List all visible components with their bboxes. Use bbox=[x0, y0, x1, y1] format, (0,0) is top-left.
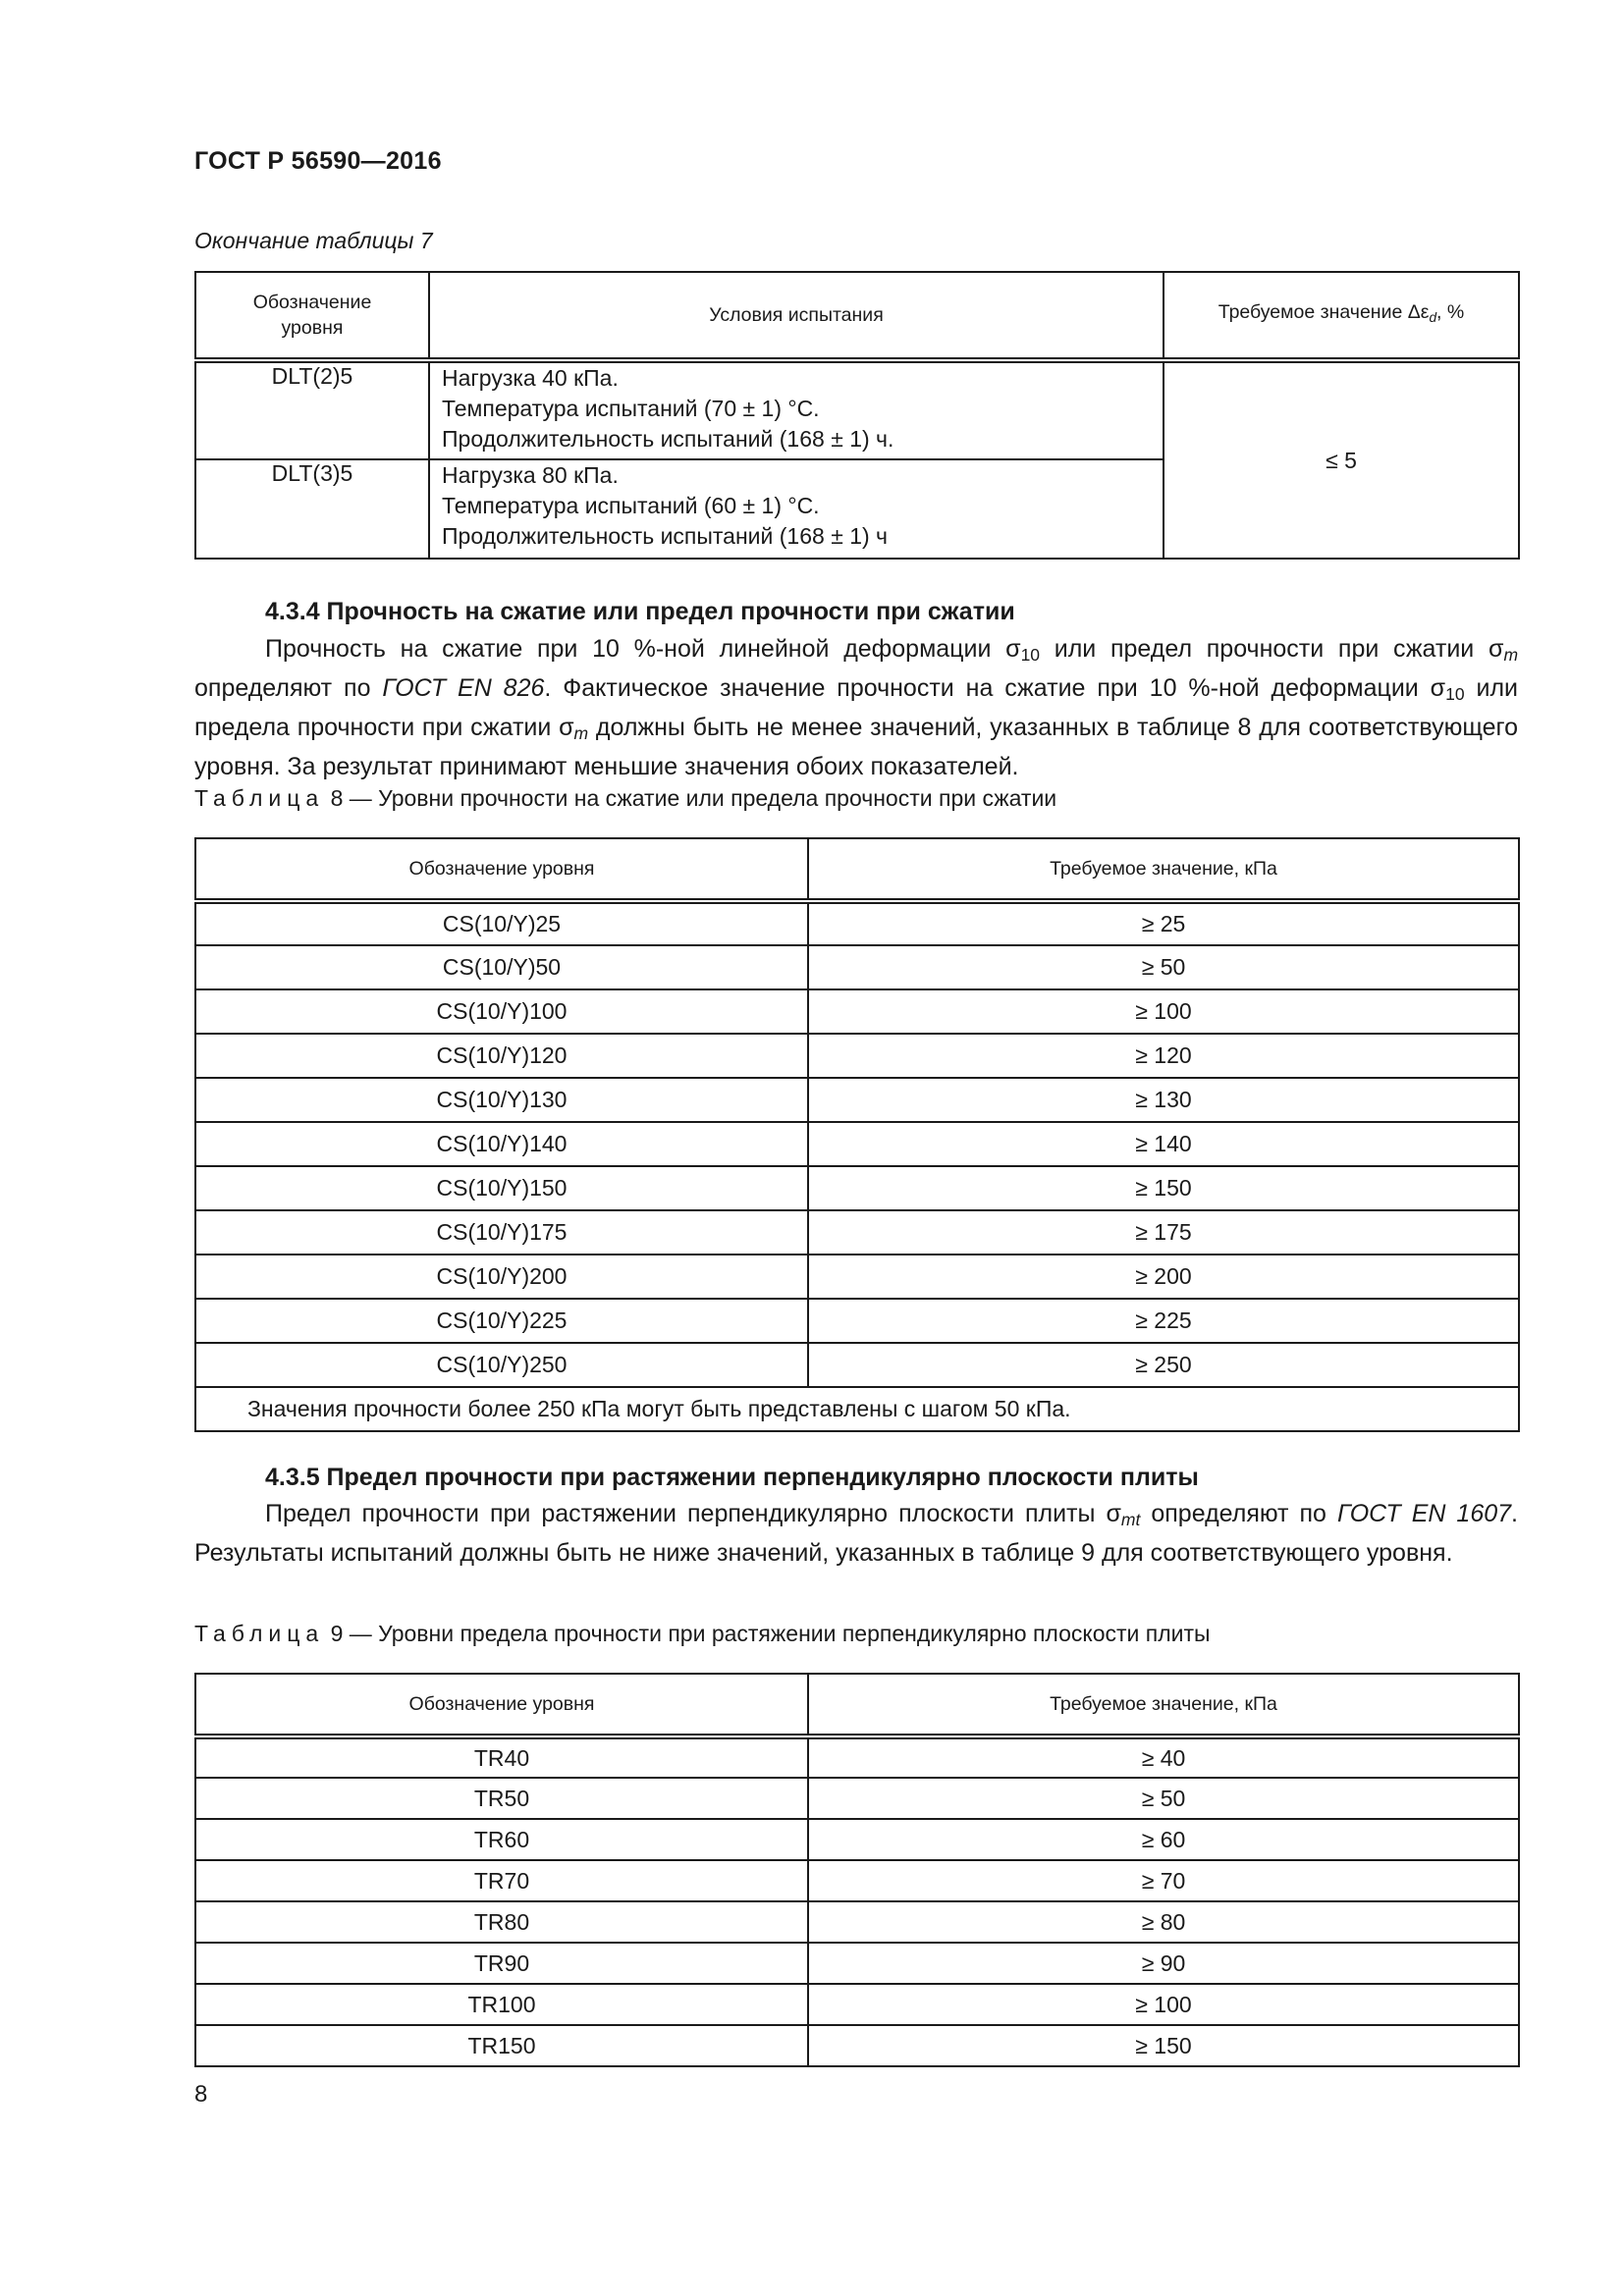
level-cell: CS(10/Y)150 bbox=[195, 1166, 808, 1210]
level-cell: TR40 bbox=[195, 1736, 808, 1778]
value-cell: ≥ 90 bbox=[808, 1943, 1519, 1984]
level-cell: TR70 bbox=[195, 1860, 808, 1901]
page-number: 8 bbox=[194, 2081, 208, 2108]
table-row bbox=[195, 2025, 1519, 2066]
table-row bbox=[195, 1901, 1519, 1943]
table8-note: Значения прочности более 250 кПа могут быть представлены с шагом 50 кПа. bbox=[195, 1387, 1519, 1431]
level-cell: CS(10/Y)50 bbox=[195, 945, 808, 989]
col-header-level: Обозначение уровня bbox=[195, 1674, 808, 1736]
table-row bbox=[195, 1736, 1519, 1778]
table-row bbox=[195, 901, 1519, 945]
level-cell: TR90 bbox=[195, 1943, 808, 1984]
table8 bbox=[194, 837, 1520, 1432]
value-cell: ≥ 120 bbox=[808, 1034, 1519, 1078]
level-cell: CS(10/Y)130 bbox=[195, 1078, 808, 1122]
value-cell: ≥ 100 bbox=[808, 989, 1519, 1034]
col-header-value: Требуемое значение, кПа bbox=[808, 1674, 1519, 1736]
level-cell: CS(10/Y)250 bbox=[195, 1343, 808, 1387]
table-row bbox=[195, 1078, 1519, 1122]
table-row bbox=[195, 1034, 1519, 1078]
value-cell: ≥ 100 bbox=[808, 1984, 1519, 2025]
level-cell: TR60 bbox=[195, 1819, 808, 1860]
table-row bbox=[195, 1210, 1519, 1255]
document-id: ГОСТ Р 56590—2016 bbox=[194, 147, 442, 175]
col-header-value: Требуемое значение, кПа bbox=[808, 838, 1519, 901]
table-row bbox=[195, 1984, 1519, 2025]
table-row bbox=[195, 1943, 1519, 1984]
value-cell: ≥ 175 bbox=[808, 1210, 1519, 1255]
level-cell: CS(10/Y)175 bbox=[195, 1210, 808, 1255]
value-cell: ≥ 25 bbox=[808, 901, 1519, 945]
value-cell: ≥ 150 bbox=[808, 1166, 1519, 1210]
table-row bbox=[195, 1860, 1519, 1901]
level-cell: DLT(2)5 bbox=[195, 360, 429, 459]
table7-continuation-caption: Окончание таблицы 7 bbox=[194, 228, 433, 253]
table-row bbox=[195, 1343, 1519, 1387]
value-cell: ≥ 50 bbox=[808, 945, 1519, 989]
table-row bbox=[195, 360, 1519, 459]
table-row bbox=[195, 1122, 1519, 1166]
level-cell: TR100 bbox=[195, 1984, 808, 2025]
conditions-cell: Нагрузка 40 кПа. Температура испытаний (70 ± 1) °С. Продолжительность испытаний (168 ± 1) ч. bbox=[429, 360, 1164, 459]
value-cell: ≥ 50 bbox=[808, 1778, 1519, 1819]
value-cell: ≥ 140 bbox=[808, 1122, 1519, 1166]
conditions-cell: Нагрузка 80 кПа. Температура испытаний (60 ± 1) °С. Продолжительность испытаний (168 ± 1) ч bbox=[429, 459, 1164, 559]
level-cell: CS(10/Y)140 bbox=[195, 1122, 808, 1166]
table9 bbox=[194, 1673, 1520, 2067]
value-cell: ≥ 250 bbox=[808, 1343, 1519, 1387]
level-cell: TR150 bbox=[195, 2025, 808, 2066]
col-header-level: Обозначение уровня bbox=[195, 272, 429, 360]
col-header-level: Обозначение уровня bbox=[195, 838, 808, 901]
table-row bbox=[195, 989, 1519, 1034]
col-header-required: Требуемое значение $\Delta\varepsilon_d$, % bbox=[1164, 272, 1519, 360]
value-cell: ≥ 40 bbox=[808, 1736, 1519, 1778]
level-cell: CS(10/Y)225 bbox=[195, 1299, 808, 1343]
level-cell: CS(10/Y)200 bbox=[195, 1255, 808, 1299]
level-cell: CS(10/Y)120 bbox=[195, 1034, 808, 1078]
level-cell: CS(10/Y)100 bbox=[195, 989, 808, 1034]
value-cell: ≥ 130 bbox=[808, 1078, 1519, 1122]
required-value-cell: ≤ 5 bbox=[1164, 360, 1519, 559]
table-note-row bbox=[195, 1387, 1519, 1431]
table-row bbox=[195, 1299, 1519, 1343]
table-row bbox=[195, 1778, 1519, 1819]
table-row bbox=[195, 1255, 1519, 1299]
section-4-3-5-paragraph: Предел прочности при растяжении перпендикулярно плоскости плиты $\sigma_{mt}$ определяют по ГОСТ EN 1607. Результаты испытаний должны быть не ниже значений, указанных в таблице 9 для соответствующего уровня. bbox=[194, 1500, 1518, 1567]
table8-title: Таблица 8 — Уровни прочности на сжатие или предела прочности при сжатии bbox=[194, 785, 1057, 811]
col-header-conditions: Условия испытания bbox=[429, 272, 1164, 360]
level-cell: DLT(3)5 bbox=[195, 459, 429, 559]
table-row bbox=[195, 1166, 1519, 1210]
value-cell: ≥ 60 bbox=[808, 1819, 1519, 1860]
table-row bbox=[195, 945, 1519, 989]
section-4-3-4-title: 4.3.4 Прочность на сжатие или предел прочности при сжатии bbox=[265, 598, 1015, 625]
value-cell: ≥ 70 bbox=[808, 1860, 1519, 1901]
value-cell: ≥ 225 bbox=[808, 1299, 1519, 1343]
section-4-3-5-title: 4.3.5 Предел прочности при растяжении перпендикулярно плоскости плиты bbox=[265, 1464, 1199, 1491]
level-cell: CS(10/Y)25 bbox=[195, 901, 808, 945]
table9-title: Таблица 9 — Уровни предела прочности при растяжении перпендикулярно плоскости плиты bbox=[194, 1621, 1211, 1646]
table7-continuation bbox=[194, 271, 1520, 560]
level-cell: TR80 bbox=[195, 1901, 808, 1943]
value-cell: ≥ 80 bbox=[808, 1901, 1519, 1943]
table-row bbox=[195, 1819, 1519, 1860]
section-4-3-4-paragraph: Прочность на сжатие при 10 %-ной линейной деформации $\sigma_{10}$ или предел прочности при сжатии $\sigma_m$ определяют по ГОСТ EN 826. Фактическое значение прочности на сжатие при 10 %-ной деформации $\sigma_{10}$ или предела прочности при сжатии $\sigma_m$ должны быть не менее значений, указанных в таблице 8 для соответствующего уровня. За результат принимают меньшие значения обоих показателей. bbox=[194, 635, 1519, 780]
value-cell: ≥ 200 bbox=[808, 1255, 1519, 1299]
value-cell: ≥ 150 bbox=[808, 2025, 1519, 2066]
level-cell: TR50 bbox=[195, 1778, 808, 1819]
